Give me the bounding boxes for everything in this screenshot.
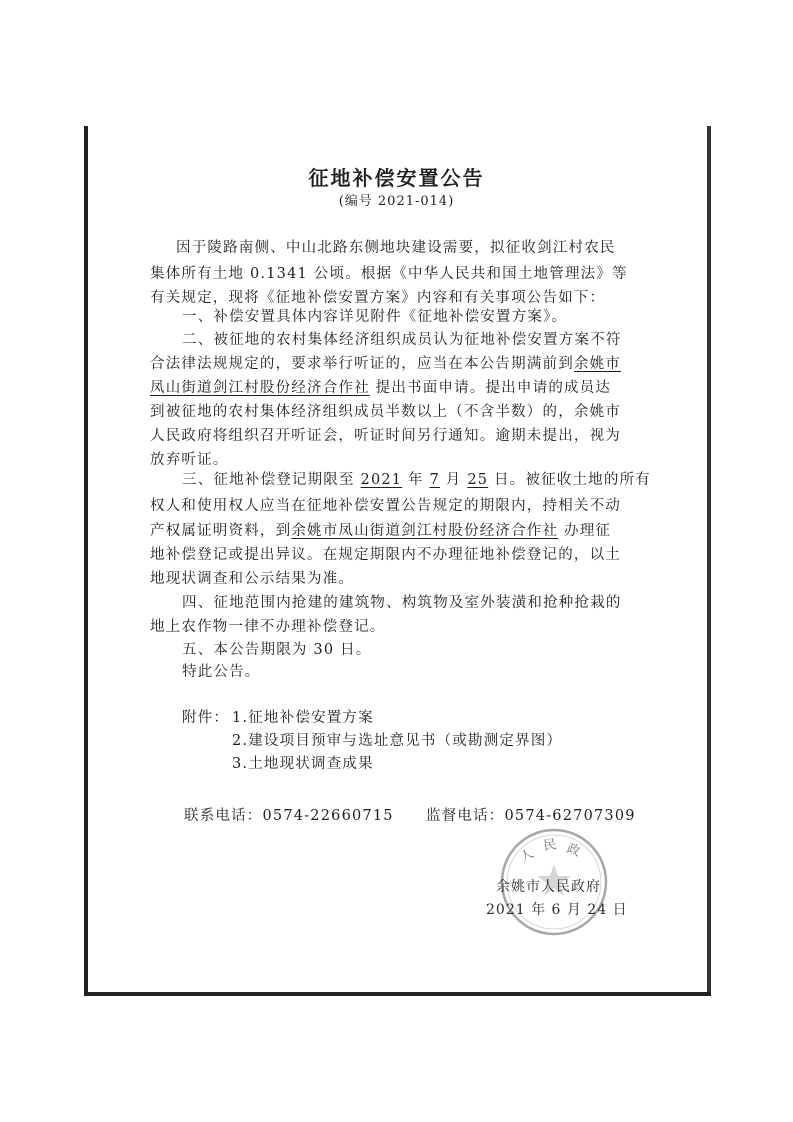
- item-2-line-3: [150, 378, 611, 398]
- item-3-line-1-text-d: 日。被征收土地的所有: [488, 472, 651, 488]
- item-3-line-2: 权人和使用权人应当在征地补偿安置公告规定的期限内，持相关不动: [150, 498, 621, 514]
- attachments-label: 附件：: [182, 710, 230, 726]
- item-2-line-3-text: 提出书面申请。提出申请的成员达: [369, 380, 612, 396]
- deadline-year: 2021: [360, 472, 403, 488]
- scan-border-left: [84, 126, 88, 996]
- item-3-line-1-text-c: 月: [439, 472, 468, 488]
- item-2-line-6: 放弃听证。: [150, 452, 229, 468]
- closing-line: 特此公告。: [182, 664, 261, 680]
- attachment-item-2: 2.建设项目预审与选址意见书（或勘测定界图）: [232, 733, 563, 749]
- item-2-line-5: 人民政府将组织召开听证会，听证时间另行通知。逾期未提出，视为: [150, 428, 621, 444]
- item-3-line-3-text-b: 办理征: [558, 523, 612, 539]
- intro-line-2: 集体所有土地 0.1341 公顷。根据《中华人民共和国土地管理法》等: [150, 266, 628, 282]
- item-3-line-1-text-b: 年: [402, 472, 430, 488]
- notice-title: 征地补偿安置公告: [308, 166, 485, 190]
- supervision-phone: 监督电话：0574-62707309: [426, 808, 636, 824]
- item-2-line-4: 到被征地的农村集体经济组织成员半数以上（不含半数）的，余姚市: [150, 404, 621, 420]
- item-3-line-3: [150, 521, 611, 541]
- intro-line-1: 因于陵路南侧、中山北路东侧地块建设需要，拟征收剑江村农民: [176, 240, 616, 256]
- scan-border-right: [707, 126, 711, 996]
- item-3-line-5: 地现状调查和公示结果为准。: [150, 571, 355, 587]
- item-5-line: 五、本公告期限为 30 日。: [182, 642, 372, 658]
- deadline-month: 7: [429, 472, 440, 488]
- attachment-item-3: 3.土地现状调查成果: [232, 756, 374, 772]
- seal-lettering-1: 人: [517, 846, 537, 866]
- seal-lettering-3: 政: [564, 841, 582, 860]
- item-2-line-2: [150, 354, 621, 374]
- item-3-line-1: [182, 470, 651, 490]
- item-2-line-1: 二、被征地的农村集体经济组织成员认为征地补偿安置方案不符: [182, 332, 622, 348]
- item-3-line-1-text-a: 三、征地补偿登记期限至: [182, 472, 361, 488]
- seal-lettering-2: 民: [542, 837, 558, 854]
- issuer-name: 余姚市人民政府: [496, 879, 601, 895]
- cooperative-name-part-1: 余姚市: [573, 356, 622, 372]
- deadline-day: 25: [467, 472, 489, 488]
- item-2-line-2-text: 合法律法规规定的，要求举行听证的，应当在本公告期满前到: [150, 356, 574, 372]
- item-3-line-3-text-a: 产权属证明资料，到: [150, 523, 292, 539]
- issue-date: 2021 年 6 月 24 日: [486, 902, 628, 918]
- scan-border-bottom: [84, 992, 711, 996]
- attachment-item-1: 1.征地补偿安置方案: [232, 710, 374, 726]
- item-4-line-1: 四、征地范围内抢建的建筑物、构筑物及室外装潢和抢种抢栽的: [182, 595, 622, 611]
- intro-line-3: 有关规定，现将《征地补偿安置方案》内容和有关事项公告如下：: [150, 290, 606, 306]
- item-3-line-4: 地补偿登记或提出异议。在规定期限内不办理征地补偿登记的，以土: [150, 547, 621, 563]
- cooperative-name-part-2: 凤山街道剑江村股份经济合作社: [150, 380, 370, 396]
- cooperative-name-full: 余姚市凤山街道剑江村股份经济合作社: [291, 523, 559, 539]
- item-4-line-2: 地上农作物一律不办理补偿登记。: [150, 619, 386, 635]
- contact-phone: 联系电话：0574-22660715: [184, 808, 394, 824]
- item-1-line: 一、补偿安置具体内容详见附件《征地补偿安置方案》。: [182, 309, 568, 325]
- document-number: (编号 2021-014): [338, 194, 455, 209]
